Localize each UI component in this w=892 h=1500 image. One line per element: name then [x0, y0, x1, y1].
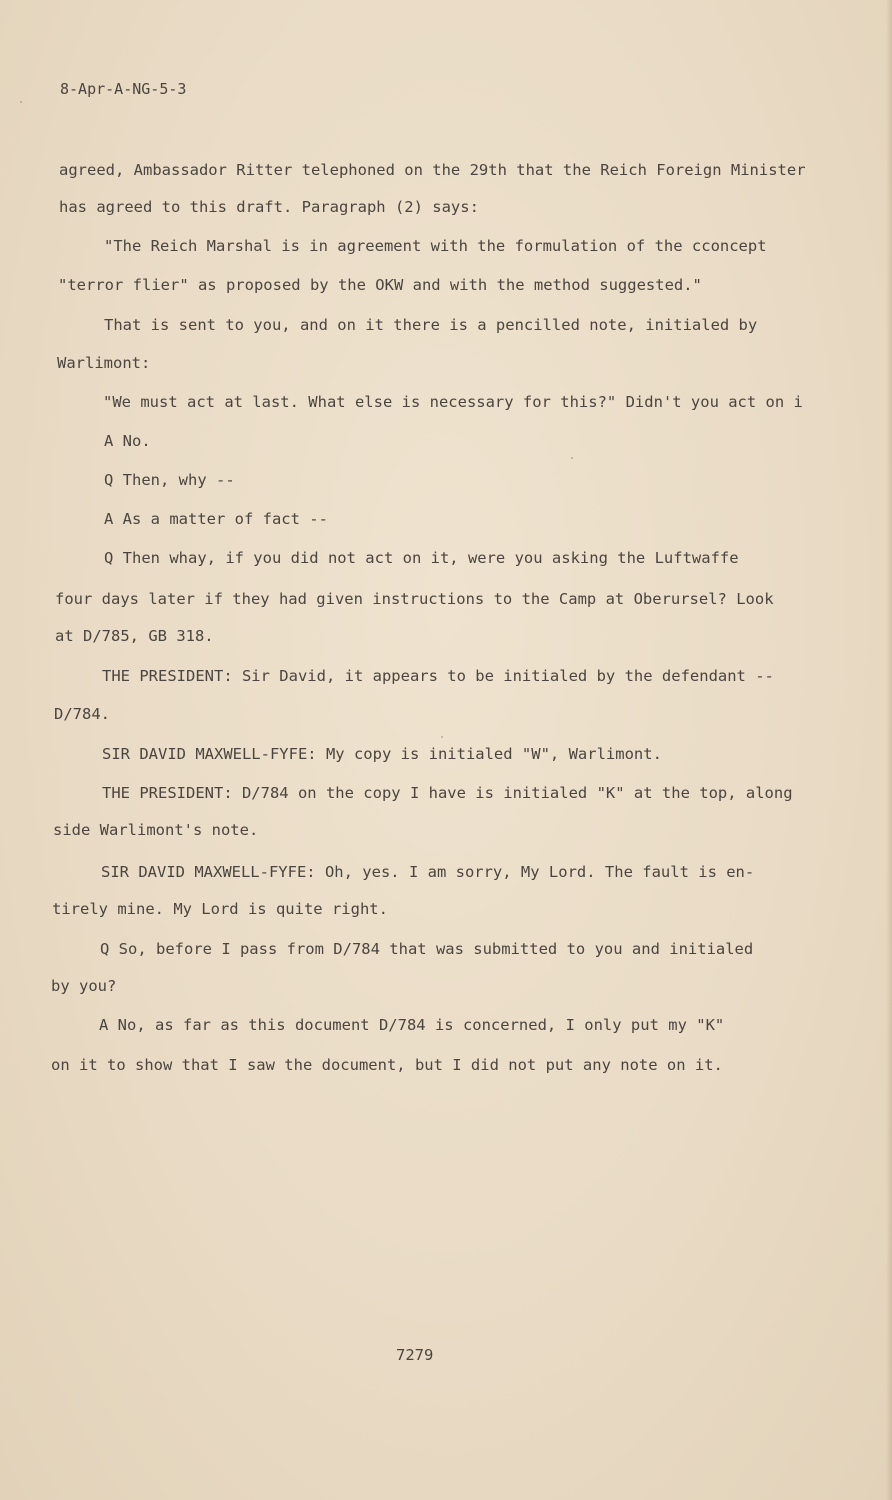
text-line: THE PRESIDENT: Sir David, it appears to be initialed by the defendant -- — [102, 667, 774, 685]
text-line: "We must act at last. What else is necessary for this?" Didn't you act on i — [103, 393, 803, 411]
paper-speck — [441, 736, 443, 738]
text-line: Q Then whay, if you did not act on it, were you asking the Luftwaffe — [104, 549, 739, 567]
text-line: at D/785, GB 318. — [55, 627, 214, 645]
paper-speck — [571, 457, 573, 459]
text-line: THE PRESIDENT: D/784 on the copy I have is initialed "K" at the top, along — [102, 784, 793, 802]
text-line: That is sent to you, and on it there is a pencilled note, initialed by — [104, 316, 758, 334]
text-line: SIR DAVID MAXWELL-FYFE: Oh, yes. I am sorry, My Lord. The fault is en- — [101, 863, 755, 881]
text-line: four days later if they had given instructions to the Camp at Oberursel? Look — [55, 590, 774, 608]
text-line: Q Then, why -- — [104, 471, 235, 489]
text-line: agreed, Ambassador Ritter telephoned on the 29th that the Reich Foreign Minister — [59, 161, 806, 179]
text-line: D/784. — [54, 705, 110, 723]
text-line: "The Reich Marshal is in agreement with the formulation of the cconcept — [104, 237, 767, 255]
text-line: side Warlimont's note. — [53, 821, 259, 839]
text-line: has agreed to this draft. Paragraph (2) says: — [59, 198, 479, 216]
text-line: tirely mine. My Lord is quite right. — [52, 900, 388, 918]
text-line: A As a matter of fact -- — [104, 510, 328, 528]
text-line: on it to show that I saw the document, but I did not put any note on it. — [51, 1056, 723, 1074]
text-line: by you? — [51, 977, 117, 995]
text-line: Warlimont: — [57, 354, 151, 372]
text-line: Q So, before I pass from D/784 that was submitted to you and initialed — [100, 940, 754, 958]
page-number: 7279 — [396, 1346, 434, 1364]
text-line: A No. — [104, 432, 151, 450]
paper-speck — [20, 101, 22, 103]
text-line: "terror flier" as proposed by the OKW and with the method suggested." — [58, 276, 702, 294]
text-line: SIR DAVID MAXWELL-FYFE: My copy is initialed "W", Warlimont. — [102, 745, 662, 763]
document-header: 8-Apr-A-NG-5-3 — [60, 80, 187, 98]
text-line: A No, as far as this document D/784 is concerned, I only put my "K" — [99, 1016, 725, 1034]
